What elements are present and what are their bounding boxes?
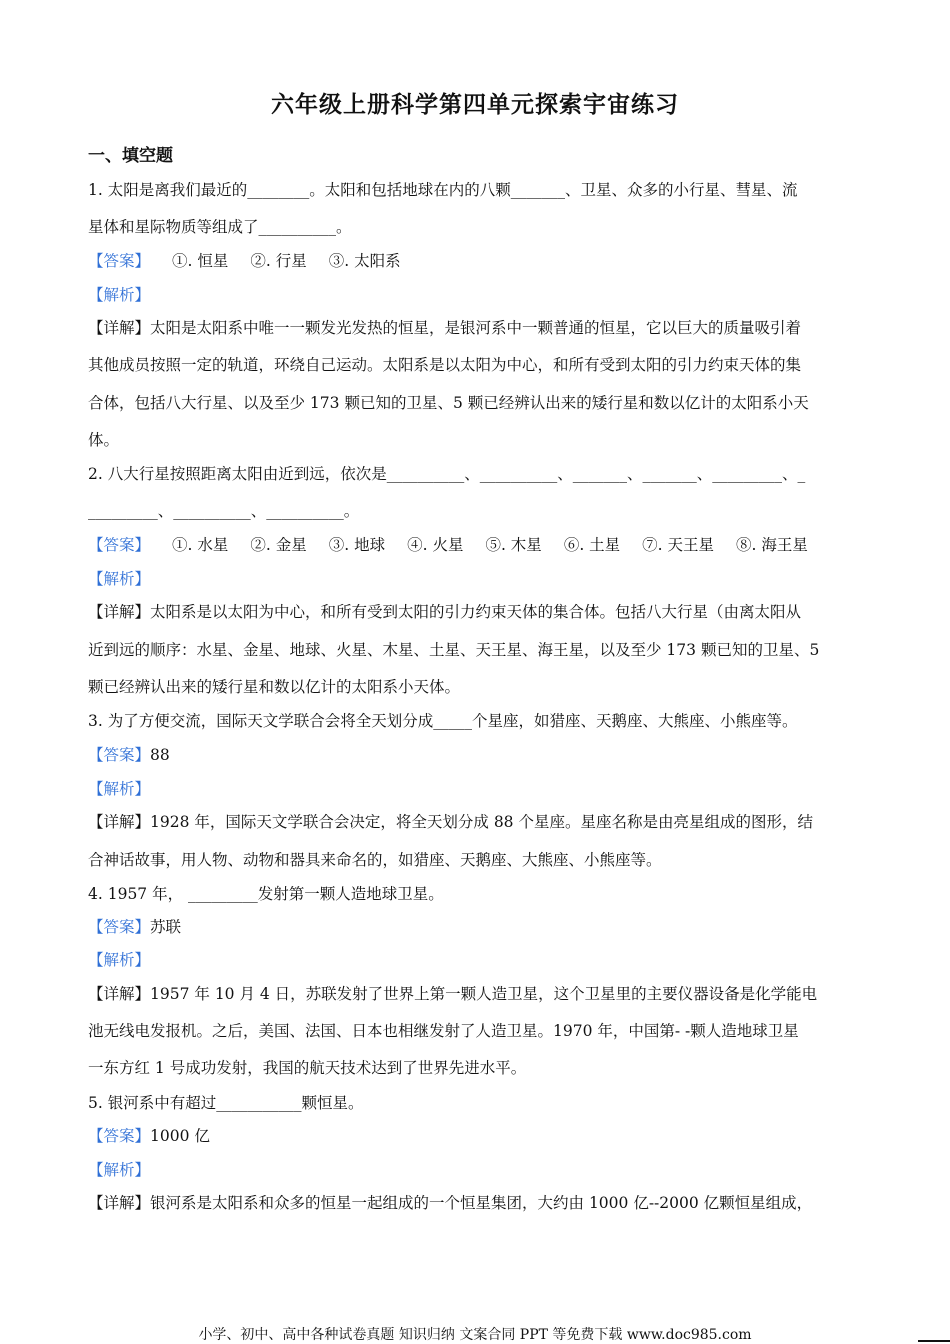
- answer-tag: 【答案】: [88, 746, 151, 764]
- detail-tag: 【详解】: [88, 813, 151, 831]
- footer-divider: [918, 1340, 950, 1342]
- answer-tag: 【答案】: [88, 536, 151, 554]
- question-3-detail-line-1: [88, 810, 868, 832]
- page-footer: 小学、初中、高中各种试卷真题 知识归纳 文案合同 PPT 等免费下载 www.doc985.com: [198, 1327, 752, 1343]
- answer-item: 1000 亿: [150, 1127, 210, 1145]
- answer-item: ③. 太阳系: [328, 252, 401, 270]
- answer-item: 苏联: [150, 918, 182, 936]
- question-3-answer: [88, 743, 868, 765]
- detail-text: 1957 年 10 月 4 日，苏联发射了世界上第一颗人造卫星，这个卫星里的主要仪器设备是化学能电: [150, 985, 818, 1003]
- question-1-line-2: 星体和星际物质等组成了__________。: [88, 218, 352, 236]
- question-5-line-1: 5. 银河系中有超过___________颗恒星。: [88, 1094, 364, 1112]
- answer-item: ⑦. 天王星: [642, 536, 715, 554]
- answer-item: ①. 水星: [172, 536, 229, 554]
- question-4-line-1: 4. 1957 年， _________发射第一颗人造地球卫星。: [88, 885, 444, 903]
- question-3-line-1: 3. 为了方便交流，国际天文学联合会将全天划分成_____个星座，如猎座、天鹅座、大熊座、小熊座等。: [88, 712, 798, 730]
- question-4-detail-line-3: 一东方红 1 号成功发射，我国的航天技术达到了世界先进水平。: [88, 1059, 527, 1077]
- answer-tag: 【答案】: [88, 1127, 151, 1145]
- answer-item: ④. 火星: [407, 536, 464, 554]
- answer-item: ③. 地球: [328, 536, 386, 554]
- question-1-answer: [88, 249, 868, 271]
- question-1-detail-line-4: 体。: [88, 431, 120, 449]
- question-2-answer: [88, 533, 868, 555]
- question-4-detail-line-1: [88, 982, 868, 1004]
- detail-text: 太阳系是以太阳为中心，和所有受到太阳的引力约束天体的集合体。包括八大行星（由离太阳从: [150, 603, 802, 621]
- answer-item: ①. 恒星: [172, 252, 229, 270]
- question-2-detail-line-3: 颗已经辨认出来的矮行星和数以亿计的太阳系小天体。: [88, 678, 461, 696]
- question-2-line-1: 2. 八大行星按照距离太阳由近到远，依次是__________、__________、_______、_______、_________、_: [88, 465, 806, 483]
- answer-item: ⑥. 土星: [563, 536, 621, 554]
- question-5-analysis-tag: 【解析】: [88, 1161, 151, 1179]
- question-2-analysis-tag: 【解析】: [88, 570, 151, 588]
- answer-tag: 【答案】: [88, 252, 151, 270]
- question-3-analysis-tag: 【解析】: [88, 780, 151, 798]
- answer-item: ⑧. 海王星: [736, 536, 808, 554]
- question-2-detail-line-1: [88, 600, 868, 622]
- question-1-detail-line-2: 其他成员按照一定的轨道，环绕自己运动。太阳系是以太阳为中心，和所有受到太阳的引力约束天体的集: [88, 356, 802, 374]
- detail-text: 1928 年，国际天文学联合会决定，将全天划分成 88 个星座。星座名称是由亮星组成的图形，结: [150, 813, 813, 831]
- answer-item: ⑤. 木星: [485, 536, 542, 554]
- question-4-analysis-tag: 【解析】: [88, 951, 151, 969]
- answer-item: ②. 行星: [250, 252, 307, 270]
- page-title: 六年级上册科学第四单元探索宇宙练习: [271, 91, 679, 118]
- question-5-answer: [88, 1124, 868, 1146]
- answer-tag: 【答案】: [88, 918, 151, 936]
- question-5-detail-line-1: [88, 1191, 868, 1213]
- answer-item: 88: [150, 746, 170, 764]
- question-4-answer: [88, 915, 868, 937]
- answer-item: ②. 金星: [250, 536, 307, 554]
- question-2-line-2: _________、__________、__________。: [88, 502, 360, 520]
- question-1-line-1: 1. 太阳是离我们最近的________。太阳和包括地球在内的八颗_______、卫星、众多的小行星、彗星、流: [88, 181, 798, 199]
- question-1-detail-line-3: 合体，包括八大行星、以及至少 173 颗已知的卫星、5 颗已经辨认出来的矮行星和数以亿计的太阳系小天: [88, 394, 809, 412]
- detail-tag: 【详解】: [88, 603, 151, 621]
- question-2-detail-line-2: 近到远的顺序：水星、金星、地球、火星、木星、土星、天王星、海王星，以及至少 173 颗已知的卫星、5: [88, 641, 820, 659]
- question-3-detail-line-2: 合神话故事，用人物、动物和器具来命名的，如猎座、天鹅座、大熊座、小熊座等。: [88, 851, 662, 869]
- detail-text: 太阳是太阳系中唯一一颗发光发热的恒星，是银河系中一颗普通的恒星，它以巨大的质量吸引着: [150, 319, 802, 337]
- detail-tag: 【详解】: [88, 319, 151, 337]
- question-1-analysis-tag: 【解析】: [88, 286, 151, 304]
- question-1-detail-line-1: [88, 316, 868, 338]
- detail-text: 银河系是太阳系和众多的恒星一起组成的一个恒星集团，大约由 1000 亿--2000 亿颗恒星组成，: [150, 1194, 813, 1212]
- question-4-detail-line-2: 池无线电发报机。之后，美国、法国、日本也相继发射了人造卫星。1970 年，中国第- -颗人造地球卫星: [88, 1022, 799, 1040]
- detail-tag: 【详解】: [88, 1194, 151, 1212]
- detail-tag: 【详解】: [88, 985, 151, 1003]
- section-heading: 一、填空题: [88, 146, 173, 166]
